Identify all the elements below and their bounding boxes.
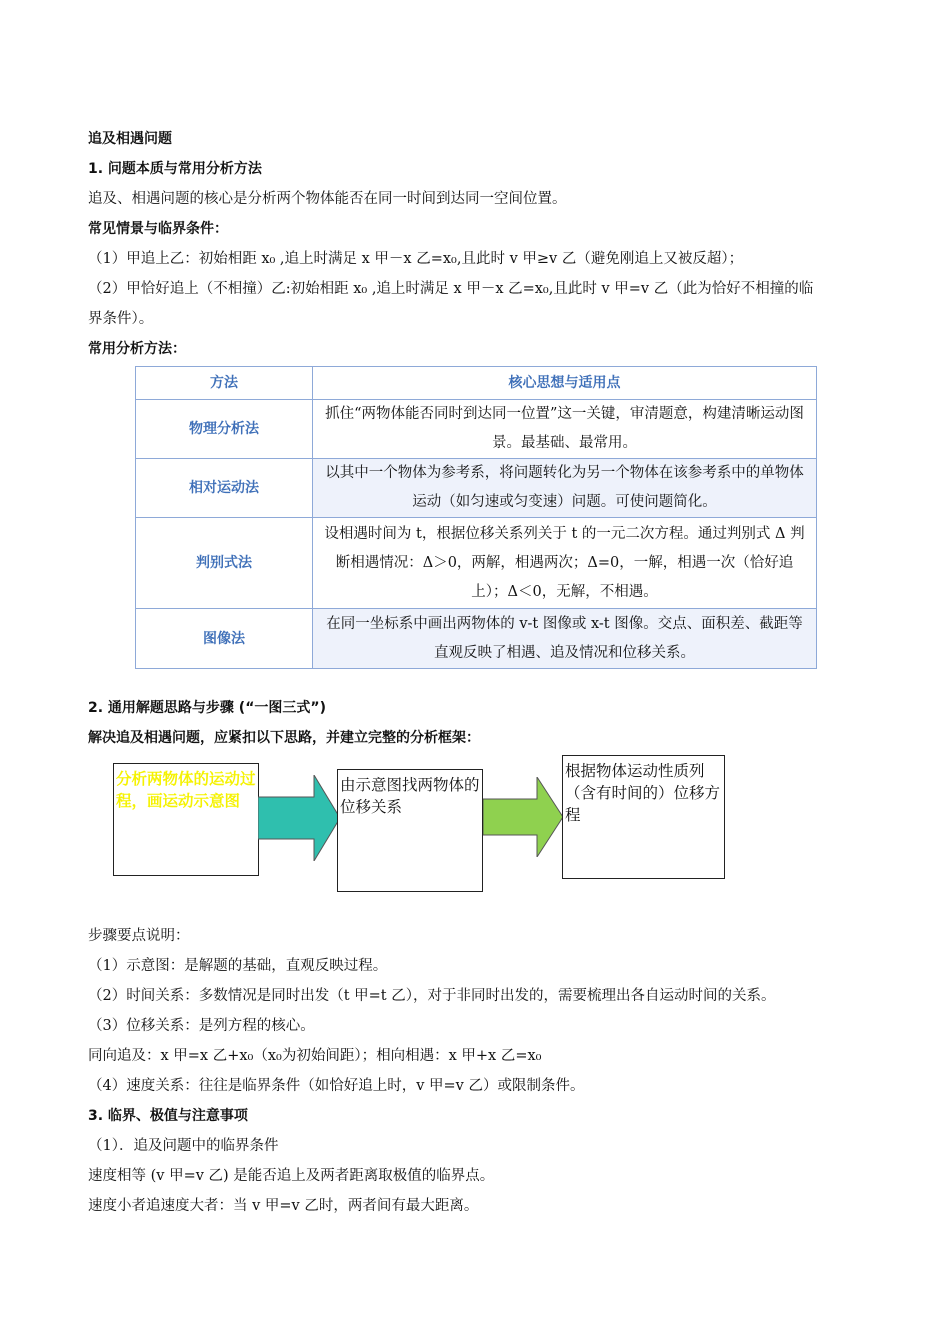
arrow-right-icon — [258, 775, 340, 861]
flow-box-2-text: 由示意图找两物体的位移关系 — [340, 776, 480, 816]
note-1: （1）示意图：是解题的基础，直观反映过程。 — [88, 958, 388, 974]
flow-box-3 — [562, 755, 725, 879]
scenario-heading: 常见情景与临界条件： — [88, 221, 228, 237]
method-name: 判别式法 — [136, 518, 313, 609]
flow-box-1 — [113, 763, 259, 876]
section-3-line-1: （1）．追及问题中的临界条件 — [88, 1138, 279, 1154]
methods-table — [135, 366, 817, 669]
flow-box-2 — [337, 769, 483, 892]
method-name: 图像法 — [136, 609, 313, 669]
note-4: （4）速度关系：往往是临界条件（如恰好追上时，v 甲=v 乙）或限制条件。 — [88, 1078, 585, 1094]
section-1-intro: 追及、相遇问题的核心是分析两个物体能否在同一时间到达同一空间位置。 — [88, 191, 567, 207]
method-desc: 在同一坐标系中画出两物体的 v-t 图像或 x-t 图像。交点、面积差、截距等直观反映了相遇、追及情况和位移关系。 — [313, 609, 817, 669]
method-desc: 抓住“两物体能否同时到达同一位置”这一关键，审清题意，构建清晰运动图景。最基础、最常用。 — [313, 400, 817, 459]
methods-heading: 常用分析方法： — [88, 341, 186, 357]
table-row — [136, 459, 817, 518]
method-name: 相对运动法 — [136, 459, 313, 518]
section-2-lead: 解决追及相遇问题，应紧扣以下思路，并建立完整的分析框架： — [88, 730, 480, 746]
doc-title: 追及相遇问题 — [88, 131, 172, 147]
section-3-line-2: 速度相等 (v 甲=v 乙) 是能否追上及两者距离取极值的临界点。 — [88, 1168, 495, 1184]
notes-title: 步骤要点说明： — [88, 928, 190, 944]
section-3-line-3: 速度小者追速度大者：当 v 甲=v 乙时，两者间有最大距离。 — [88, 1198, 479, 1214]
condition-2-cont: 界条件）。 — [88, 311, 154, 327]
table-header-method: 方法 — [136, 367, 313, 400]
note-2: （2）时间关系：多数情况是同时出发（t 甲=t 乙），对于非同时出发的，需要梳理出各自运动时间的关系。 — [88, 988, 776, 1004]
flow-box-1-text: 分析两物体的运动过程，画运动示意图 — [116, 769, 256, 810]
table-row — [136, 518, 817, 609]
section-2-heading: 2. 通用解题思路与步骤 (“一图三式”) — [88, 700, 327, 716]
flow-box-3-text: 根据物体运动性质列（含有时间的）位移方程 — [565, 762, 721, 824]
condition-1: （1）甲追上乙：初始相距 x₀ ,追上时满足 x 甲－x 乙=x₀,且此时 v 甲≥v 乙（避免刚追上又被反超）； — [88, 251, 744, 267]
method-desc: 以其中一个物体为参考系，将问题转化为另一个物体在该参考系中的单物体运动（如匀速或匀变速）问题。可使问题简化。 — [313, 459, 817, 518]
method-name: 物理分析法 — [136, 400, 313, 459]
table-row — [136, 400, 817, 459]
table-row — [136, 609, 817, 669]
condition-2: （2）甲恰好追上（不相撞）乙:初始相距 x₀ ,追上时满足 x 甲－x 乙=x₀,且此时 v 甲=v 乙（此为恰好不相撞的临 — [88, 281, 814, 297]
document-body — [88, 124, 863, 1221]
table-header-row — [136, 367, 817, 400]
arrow-right-icon — [483, 777, 563, 857]
note-3: （3）位移关系：是列方程的核心。 — [88, 1018, 315, 1034]
note-3b: 同向追及：x 甲=x 乙+x₀（x₀为初始间距）；相向相遇：x 甲+x 乙=x₀ — [88, 1048, 542, 1064]
table-header-core: 核心思想与适用点 — [313, 367, 817, 400]
method-desc: 设相遇时间为 t，根据位移关系列关于 t 的一元二次方程。通过判别式 Δ 判断相遇情况：Δ＞0，两解，相遇两次；Δ=0，一解，相遇一次（恰好追上）；Δ＜0，无解，不相遇。 — [313, 518, 817, 609]
section-3-heading: 3. 临界、极值与注意事项 — [88, 1108, 248, 1124]
flow-diagram — [88, 755, 863, 915]
section-1-heading: 1. 问题本质与常用分析方法 — [88, 161, 262, 177]
